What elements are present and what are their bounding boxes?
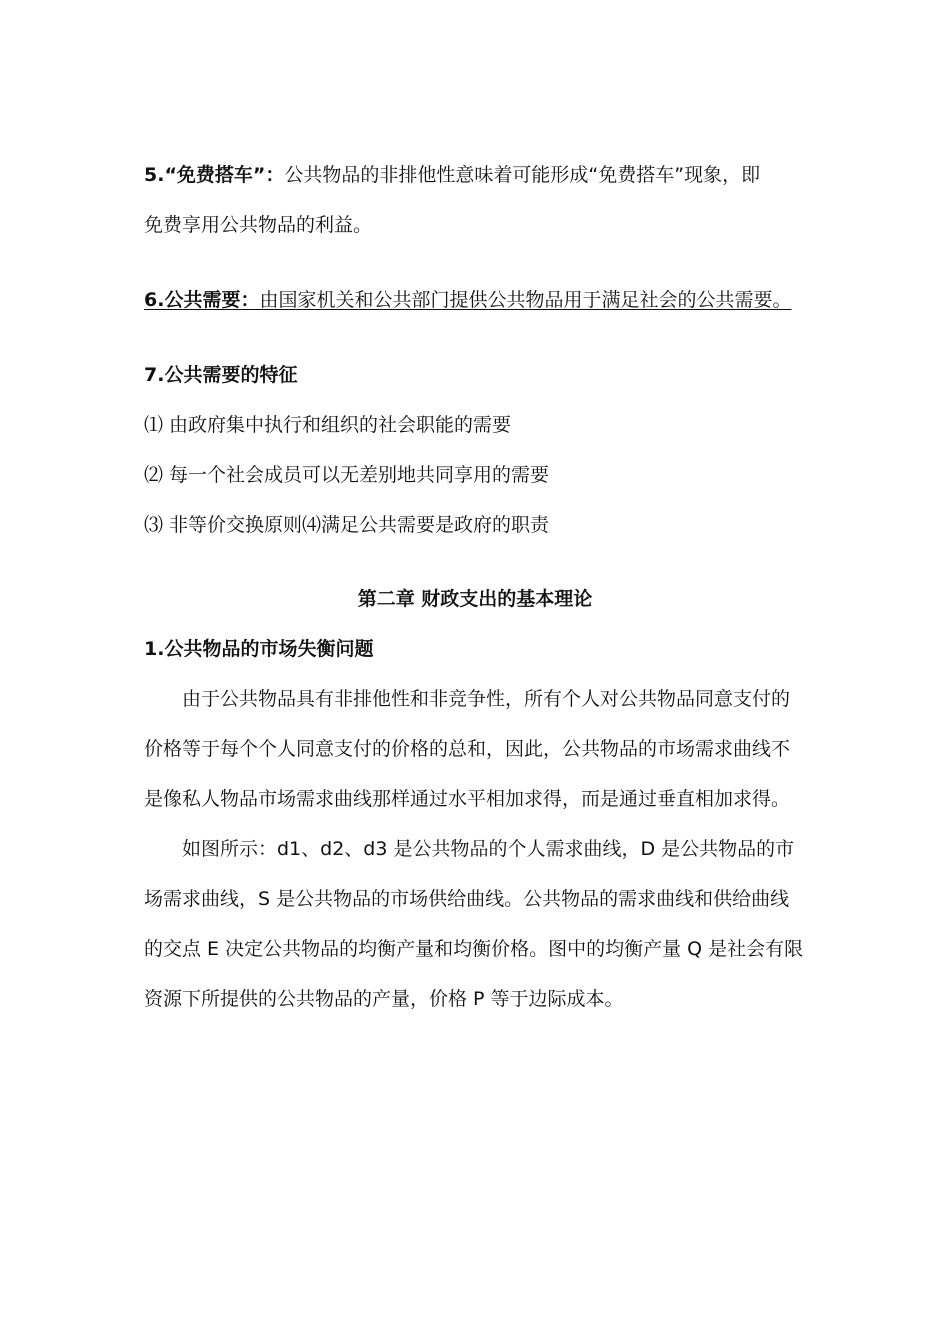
paragraph-line: 的交点 E 决定公共物品的均衡产量和均衡价格。图中的均衡产量 Q 是社会有限	[144, 938, 804, 960]
paragraph-line: 是像私人物品市场需求曲线那样通过水平相加求得，而是通过垂直相加求得。	[144, 788, 791, 810]
term-free-rider-continuation: 免费享用公共物品的利益。	[144, 214, 373, 236]
term-free-rider-line	[144, 162, 804, 188]
feature-item: ⑶ 非等价交换原则⑷满足公共需要是政府的职责	[144, 514, 550, 536]
feature-item: ⑵ 每一个社会成员可以无差别地共同享用的需要	[144, 464, 550, 486]
paragraph-line: 如图所示：d1、d2、d3 是公共物品的个人需求曲线，D 是公共物品的市	[182, 838, 795, 860]
term-free-rider-definition: 公共物品的非排他性意味着可能形成“免费搭车”现象，即	[284, 164, 761, 186]
term-public-need-line	[144, 287, 804, 313]
chapter-title: 第二章 财政支出的基本理论	[357, 588, 593, 610]
term-free-rider: 5.“免费搭车”：	[144, 164, 285, 186]
public-need-features-heading: 7.公共需要的特征	[144, 364, 298, 386]
feature-item: ⑴ 由政府集中执行和组织的社会职能的需要	[144, 414, 512, 436]
section-heading: 1.公共物品的市场失衡问题	[144, 638, 374, 660]
term-public-need: 6.公共需要：	[144, 289, 260, 311]
paragraph-line: 场需求曲线，S 是公共物品的市场供给曲线。公共物品的需求曲线和供给曲线	[144, 888, 790, 910]
term-public-need-definition: 由国家机关和公共部门提供公共物品用于满足社会的公共需要。	[259, 289, 792, 311]
paragraph-line: 价格等于每个个人同意支付的价格的总和，因此，公共物品的市场需求曲线不	[144, 738, 791, 760]
paragraph-line: 由于公共物品具有非排他性和非竞争性，所有个人对公共物品同意支付的	[182, 688, 791, 710]
paragraph-line: 资源下所提供的公共物品的产量，价格 P 等于边际成本。	[144, 988, 624, 1010]
